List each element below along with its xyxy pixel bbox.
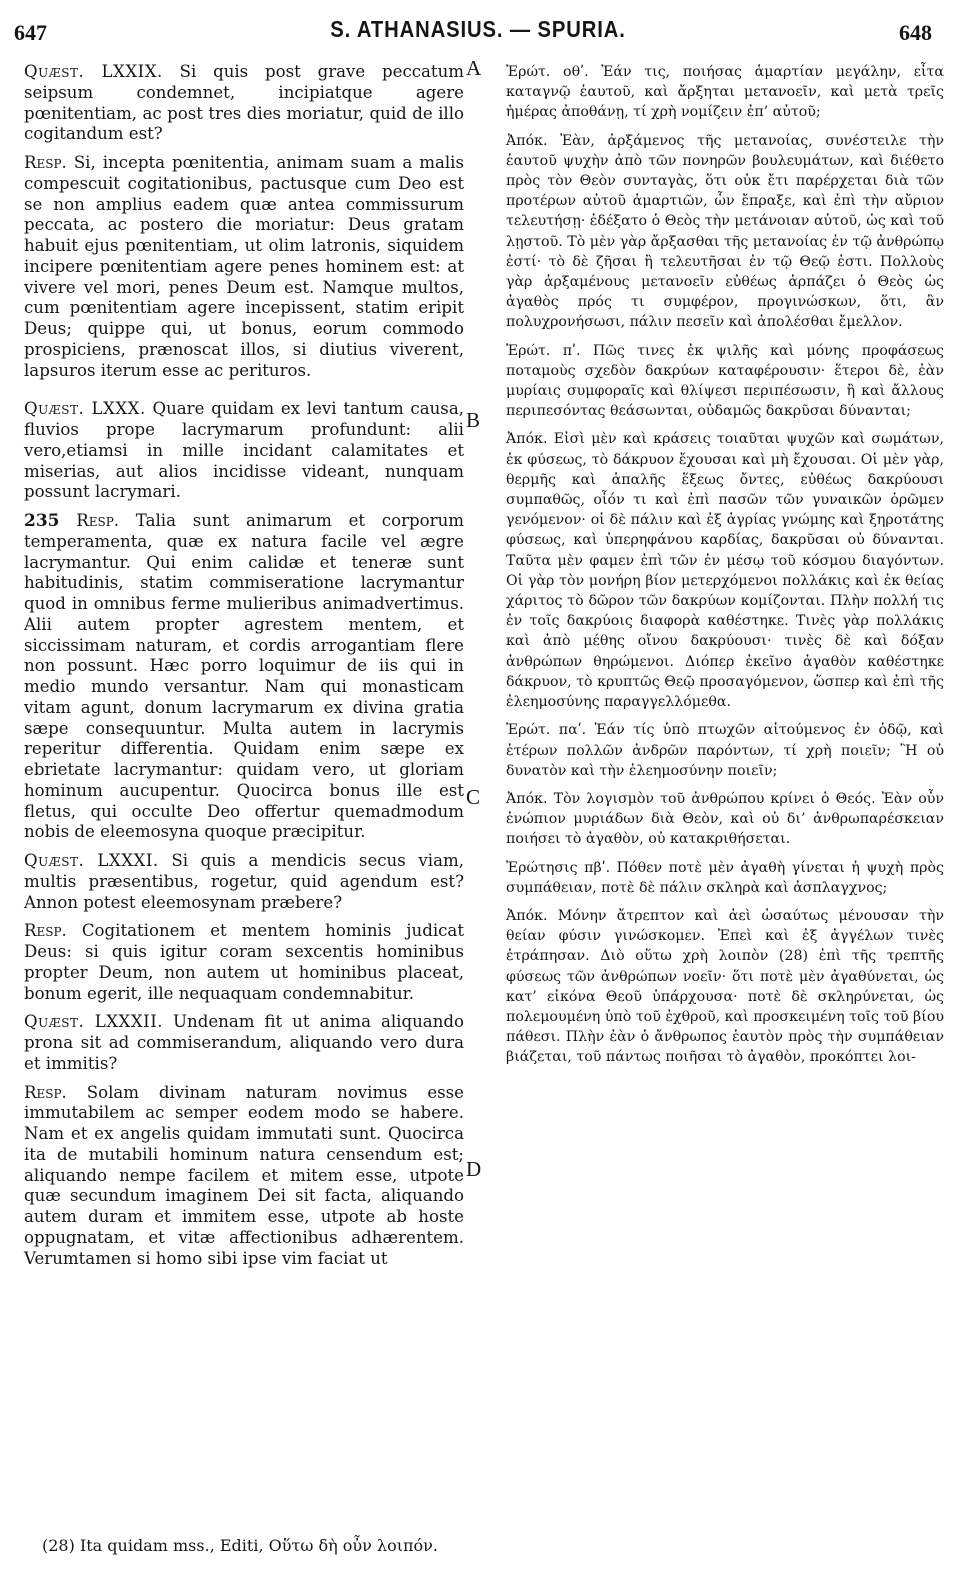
question-80-greek: Ἐρώτ. πʹ. Πῶς τινες ἐκ ψιλῆς καὶ μόνης προφάσεως ποταμοὺς σχεδὸν δακρύων καταφέρουσιν· ἕτεροι δὲ, ἐὰν μυρίαις συμφοραῖς καὶ θλίψεσι περιπέσωσιν, ἢ καὶ ἄλλους περιπεσόντας θεάσωνται, οὐδαμῶς δακρῦσαι δύνανται;	[506, 342, 944, 420]
response-82-greek: Ἀπόκ. Μόνην ἄτρεπτον καὶ ἀεὶ ὡσαύτως μένουσαν τὴν θείαν φύσιν γινώσκομεν. Ἐπεὶ καὶ ἐξ ἀγγέλων τινὲς ἐτράπησαν. Διὸ οὕτω χρὴ λοιπὸν (28) ἐπὶ τῆς τρεπτῆς φύσεως τῶν ἀνθρώπων νοεῖν· ὅτι ποτὲ μὲν ἀγαθύνεται, ὡς κατ’ εἰκόνα Θεοῦ ὑπάρχουσα· ποτὲ δὲ σκληρύνεται, ὡς πολεμουμένη ὑπὸ τοῦ ἐχθροῦ, καὶ προσκειμένη τοῖς τοῦ βίου πάθεσι. Πλὴν ἐὰν ὁ ἄνθρωπος ἑαυτὸν πρὸς τὴν συμπάθειαν βιάζεται, τοῦ πάντως ποιῆσαι τὸ ἀγαθὸν, προκόπτει λοι-	[506, 907, 944, 1066]
column-number: 235	[24, 511, 60, 531]
question-text: Quare quidam ex levi tantum causa, fluvios prope lacrymarum profundunt: alii vero,etiamsi in mille incidant calamitates et miserias, aut alios incidisse videant, nunquam possunt lacrymari.	[24, 399, 464, 502]
running-title: S. ATHANASIUS. — SPURIA.	[330, 16, 626, 42]
response-text: Cogitationem et mentem hominis judicat Deus: si quis igitur coram sexcentis hominibus propter Deum, non autem ut hominibus placeat, bonum egerit, ille nequaquam condemnabitur.	[24, 921, 464, 1003]
response-label: Resp.	[24, 1082, 67, 1102]
question-81-latin	[24, 851, 464, 913]
response-82-latin	[24, 1083, 464, 1270]
question-80-latin	[24, 399, 464, 503]
latin-column	[24, 62, 464, 1277]
question-82-latin	[24, 1012, 464, 1074]
response-80-latin	[24, 511, 464, 843]
response-text: Talia sunt animarum et corporum temperamenta, quæ ex natura facile vel ægre lacrymantur. Qui enim calidæ et teneræ sunt habitudinis, statim commiseratione lacrymantur quod in omnibus ferme mulieribus animadvertimus. Alii autem propter agrestem mentem, et siccissimam naturam, et cordis arrogantiam flere non possunt. Hæc porro loquimur de iis qui in medio mundo versantur. Nam qui monasticam vitam agunt, donum lacrymarum ex divina gratia sæpe consequuntur. Multa autem in lacrymis reperitur differentia. Quidam enim sæpe ex ebrietate lacrymantur: quidam vero, ut gloriam hominum aucupentur. Quocirca bonus ille est fletus, qui occulte Deo offertur quemadmodum nobis de eleemosyna quoque præcipitur.	[24, 511, 464, 842]
question-text: Undenam fit ut anima aliquando prona sit ad commiserandum, aliquando vero dura et immitis?	[24, 1012, 464, 1073]
footnote: (28) Ita quidam mss., Editi, Οὕτω δὴ οὖν λοιπόν.	[42, 1536, 438, 1555]
page-number-right: 648	[899, 20, 932, 45]
question-82-greek: Ἐρώτησις πβʹ. Πόθεν ποτὲ μὲν ἀγαθὴ γίνεται ἡ ψυχὴ πρὸς συμπάθειαν, ποτὲ δὲ πάλιν σκληρὰ καὶ ἀσπλαγχνος;	[506, 859, 944, 896]
response-79-latin	[24, 153, 464, 381]
question-label: Quæst. LXXX.	[24, 399, 146, 419]
question-label: Quæst. LXXXII.	[24, 1012, 164, 1032]
response-label: Resp.	[24, 153, 67, 172]
running-header	[0, 14, 956, 54]
response-80-greek: Ἀπόκ. Εἰσὶ μὲν καὶ κράσεις τοιαῦται ψυχῶν καὶ σωμάτων, ἐκ φύσεως, τὸ δάκρυον ἔχουσαι καὶ μὴ ἔχουσαι. Οἱ μὲν γὰρ, θερμῆς καὶ ἁπαλῆς ἕξεως ὄντες, εὐθέως δακρύουσι συμπαθῶς, οἷόν τι καὶ ἐπὶ πασῶν τῶν γυναικῶν ὁρῶμεν γενόμενον· οἱ δὲ πάλιν καὶ ἐξ ἀγρίας γνώμης καὶ ξηροτάτης φύσεως, καὶ ὑπερηφάνου καρδίας, δακρῦσαι οὐ δύνανται. Ταῦτα μὲν φαμεν ἐπὶ τῶν ἐν μέσῳ τοῦ κόσμου διαγόντων. Οἱ γὰρ τὸν μονήρη βίον μετερχόμενοι πολλάκις καὶ ἐκ θείας χάριτος τὸ δῶρον τῶν δακρύων κομίζονται. Πλὴν πολλή τις ἐν τοῖς δακρύοις διαφορὰ καθέστηκε. Τινὲς γὰρ πολλάκις καὶ ἀπὸ μέθης οἴνου δακρύουσι· τινὲς δὲ καὶ δόξαν ἀνθρώπων θηρώμενοι. Διόπερ ἐκεῖνο ἀγαθὸν καθέστηκε δάκρυον, τὸ κρυπτῶς Θεῷ προσαγόμενον, ὥσπερ καὶ ἐπὶ τῆς ἐλεημοσύνης παραγγελλόμεθα.	[506, 431, 944, 711]
question-text: Si quis post grave peccatum seipsum condemnet, incipiatque agere pœnitentiam, ac post tres dies moriatur, quid de illo cogitandum est?	[24, 62, 465, 144]
page-number-left: 647	[14, 20, 47, 45]
question-79-greek: Ἐρώτ. οθʹ. Ἐάν τις, ποιήσας ἁμαρτίαν μεγάλην, εἶτα καταγνῷ ἑαυτοῦ, καὶ ἄρξηται μετανοεῖν, καὶ μετὰ τρεῖς ἡμέρας ἀποθάνῃ, τί χρὴ νομίζειν ἐπ’ αὐτοῦ;	[506, 64, 944, 121]
question-81-greek: Ἐρώτ. παʹ. Ἐάν τίς ὑπὸ πτωχῶν αἰτούμενος ἐν ὁδῷ, καὶ ἑτέρων πολλῶν ἀνδρῶν παρόντων, τί χρὴ ποιεῖν; Ἢ οὐ δυνατὸν καὶ τὴν ἐλεημοσύνην ποιεῖν;	[506, 722, 944, 779]
margin-marker-d: D	[466, 1157, 482, 1181]
margin-marker-b: B	[466, 408, 481, 432]
margin-marker-c: C	[466, 785, 481, 809]
response-79-greek: Ἀπόκ. Ἐὰν, ἀρξάμενος τῆς μετανοίας, συνέστειλε τὴν ἑαυτοῦ ψυχὴν ἀπὸ τῶν πονηρῶν βουλευμάτων, καὶ διέθετο πρὸς τὸν Θεὸν συνταγὰς, ὅτι οὐκ ἔτι παρέρχεται διὰ τῶν προτέρων αὐτοῦ ἁμαρτιῶν, ὧν ἔπραξε, καὶ ἐπὶ τὴν αὔριον τελευτήσῃ· ἐδέξατο ὁ Θεὸς τὴν μετάνοιαν αὐτοῦ, ὡς καὶ τοῦ λῃστοῦ. Τὸ μὲν γὰρ ἄρξασθαι τῆς μετανοίας ἐν τῷ ἀνθρώπῳ ἐστί· τὸ δὲ ζῆσαι ἢ τελευτῆσαι ἐν τῷ Θεῷ ἐστι. Πολλοὺς γὰρ ἀρξαμένους μετανοεῖν εὐθέως ἁρπάζει ὁ Θεὸς ὡς ἀγαθὸς πρός τι συμφέρον, προγινώσκων, ὅτι, ἂν πολυχρονήσωσι, πάλιν πεσεῖν καὶ ἀπολέσθαι ἔμελλον.	[506, 132, 944, 331]
margin-marker-a: A	[466, 56, 482, 80]
question-label: Quæst. LXXXI.	[24, 851, 159, 870]
response-label: Resp.	[24, 921, 67, 941]
response-81-greek: Ἀπόκ. Τὸν λογισμὸν τοῦ ἀνθρώπου κρίνει ὁ Θεός. Ἐὰν οὖν ἐνώπιον μυριάδων διὰ Θεὸν, καὶ οὐ δι’ ἀνθρωπαρέσκειαν ποιήσει τὸ ἀγαθὸν, οὐ κατακριθήσεται.	[506, 790, 944, 848]
question-label: Quæst. LXXIX.	[24, 62, 163, 81]
question-79-latin	[24, 62, 464, 145]
response-text: Solam divinam naturam novimus esse immutabilem ac semper eodem modo se habere. Nam et ex angelis quidam immutati sunt. Quocirca ita de mutabili hominum natura censendum est; aliquando nempe facilem et mitem esse, utpote quæ secundum imaginem Dei sit facta, aliquando autem duram et immitem esse, utpote ab hoste oppugnatam, et vitæ affectionibus adhærentem. Verumtamen si homo sibi ipse vim faciat ut	[24, 1082, 464, 1268]
greek-column	[506, 62, 944, 1076]
response-text: Si, incepta pœnitentia, animam suam a malis compescuit cogitationibus, pactusque cum Deo est se non amplius eadem quæ antea commissurum peccata, ac postero die moriatur: Deus gratam habuit ejus pœnitentiam, ut olim latronis, siquidem incipere pœnitentiam agere penes hominem est: at vivere vel mori, penes Deum est. Namque multos, cum pœnitentiam agere incepissent, statim eripit Deus; quippe qui, ut bonus, eorum commodo prospiciens, prænoscat illos, si diutius viverent, lapsuros iterum esse ac perituros.	[24, 153, 464, 380]
response-81-latin	[24, 921, 464, 1004]
question-text: Si quis a mendicis secus viam, multis præsentibus, rogetur, quid agendum est? Annon potest eleemosynam præbere?	[24, 851, 464, 912]
response-label: Resp.	[76, 511, 120, 530]
